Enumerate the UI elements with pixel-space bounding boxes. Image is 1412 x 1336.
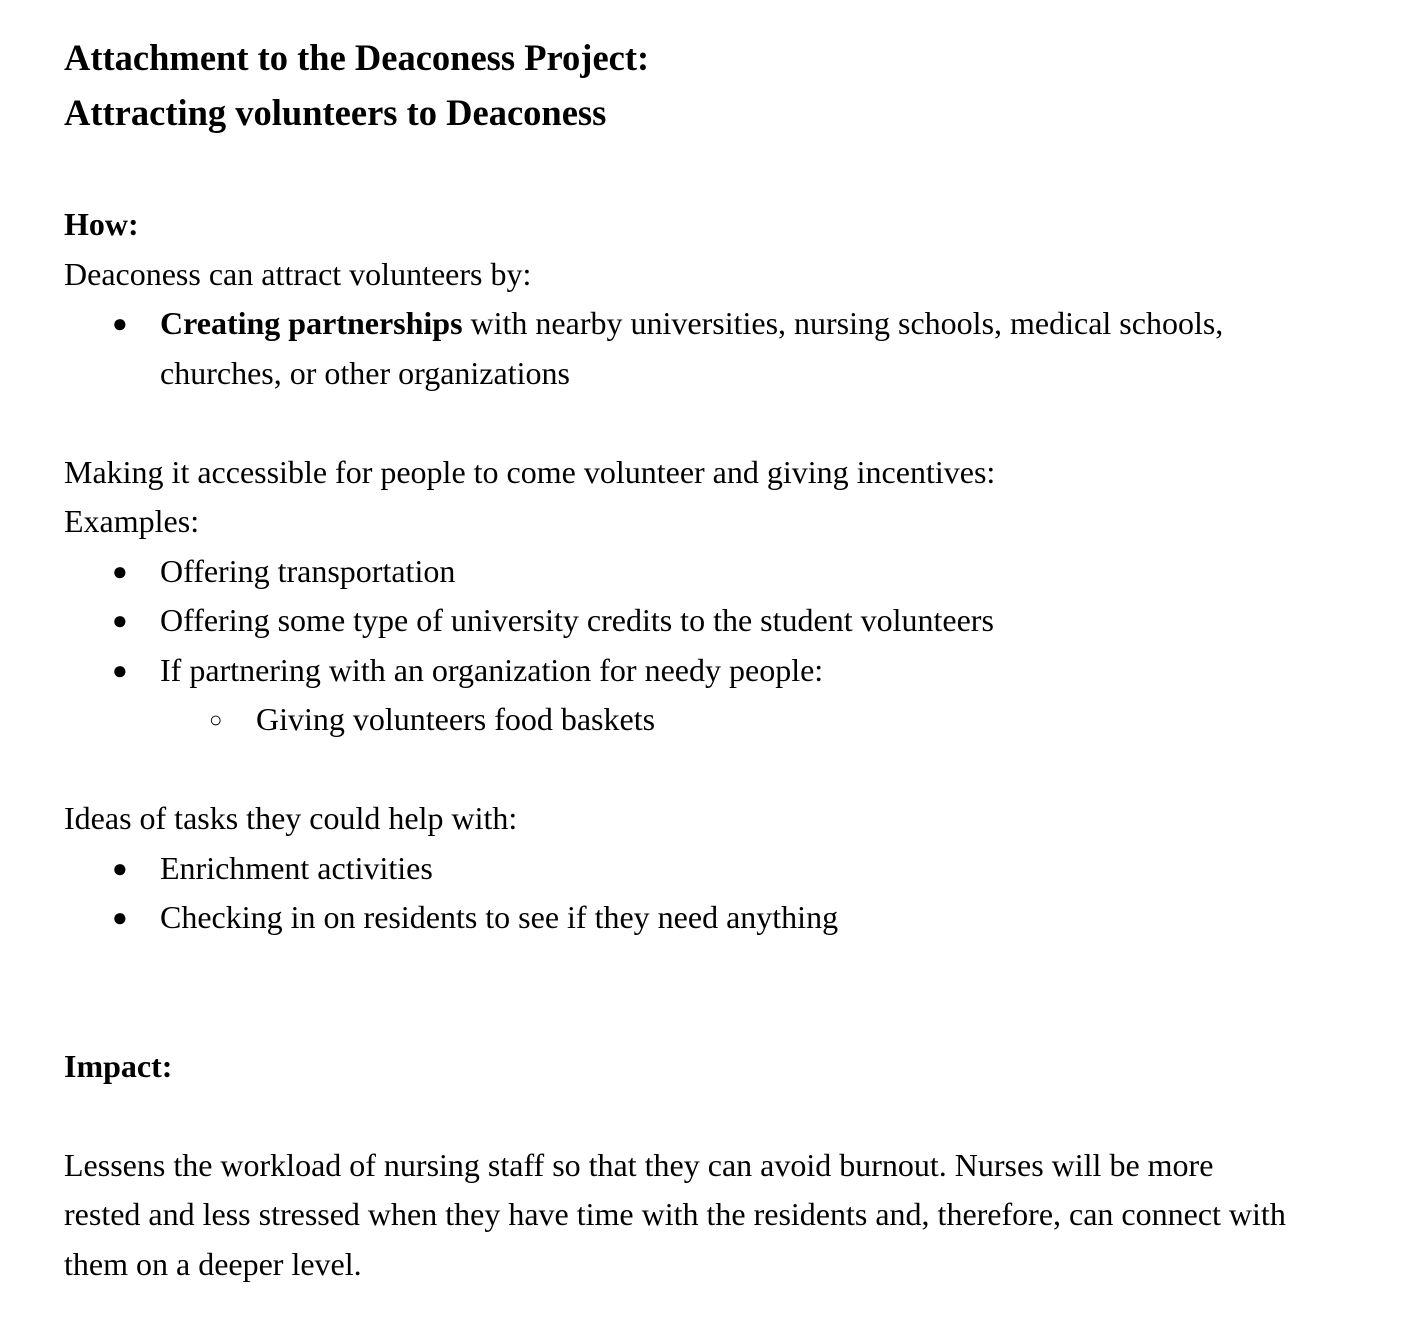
how-intro: Deaconess can attract volunteers by: <box>64 255 532 292</box>
partnership-list <box>64 299 1294 398</box>
task-text: Checking in on residents to see if they need anything <box>160 899 839 935</box>
hollow-bullet-icon: ○ <box>209 707 223 732</box>
example-text: If partnering with an organization for needy people: <box>160 651 824 688</box>
task-text: Enrichment activities <box>160 849 433 886</box>
sub-example-text: Giving volunteers food baskets <box>256 701 656 737</box>
tasks-list <box>64 844 1294 943</box>
list-item-sub-example <box>64 695 1294 745</box>
bullet-icon: ● <box>112 903 128 932</box>
how-heading: How: <box>64 206 139 242</box>
tasks-intro: Ideas of tasks they could help with: <box>64 800 518 836</box>
bullet-icon: ● <box>112 606 128 635</box>
bullet-icon: ● <box>112 556 128 586</box>
list-item-task <box>64 893 1294 943</box>
impact-body: Lessens the workload of nursing staff so that they can avoid burnout. Nurses will be more rested and less stressed when they have time with the residents and, therefore, can connect with them on a deeper level. <box>64 1146 1286 1282</box>
partnerships-bold-text: Creating partnerships <box>160 305 463 341</box>
partnerships-text: with nearby universities, nursing schools, medical schools, churches, or other organizations <box>160 305 1224 391</box>
sub-examples-list <box>64 695 1294 745</box>
example-text: Offering transportation <box>160 552 456 589</box>
document-page <box>64 30 1294 1289</box>
bullet-icon: ● <box>112 309 128 338</box>
bullet-icon: ● <box>112 853 128 883</box>
list-item-task <box>64 844 1294 894</box>
accessibility-intro: Making it accessible for people to come volunteer and giving incentives: <box>64 453 996 490</box>
examples-list <box>64 547 1294 696</box>
list-item-partnerships <box>64 299 1294 398</box>
example-text: Offering some type of university credits to the student volunteers <box>160 602 994 638</box>
bullet-icon: ● <box>112 655 128 685</box>
document-title-line-2: Attracting volunteers to Deaconess <box>64 92 607 133</box>
examples-label: Examples: <box>64 503 200 539</box>
impact-heading: Impact: <box>64 1047 173 1084</box>
list-item-example <box>64 547 1294 597</box>
list-item-example <box>64 596 1294 646</box>
document-title-line-1: Attachment to the Deaconess Project: <box>64 37 650 78</box>
list-item-example <box>64 646 1294 696</box>
